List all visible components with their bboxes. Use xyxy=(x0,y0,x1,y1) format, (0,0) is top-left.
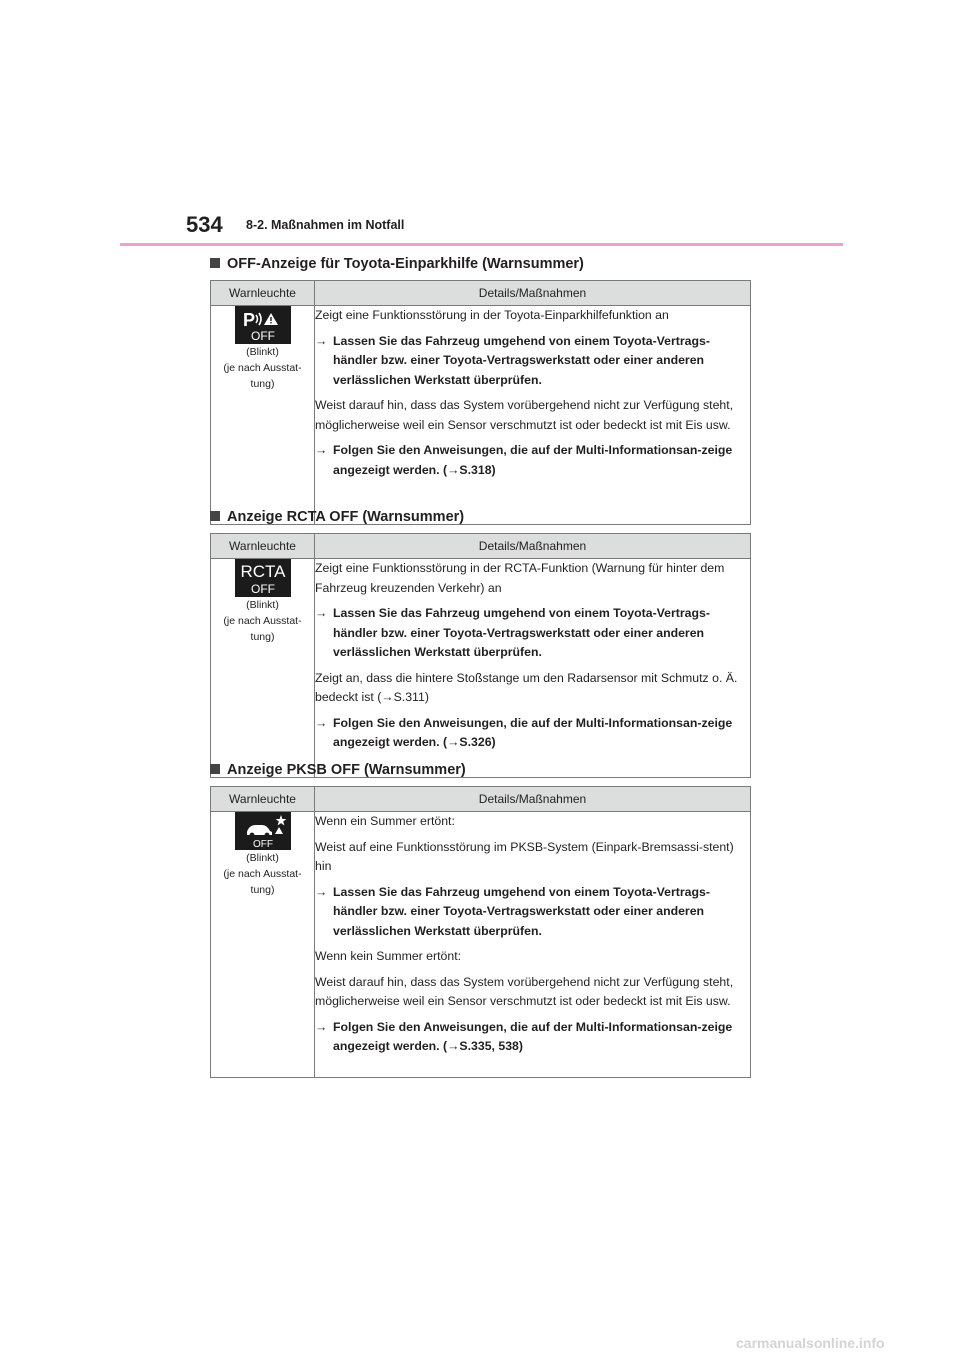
detail-text: Weist auf eine Funktionsstörung im PKSB-System (Einpark-Bremsassi-stent) hin xyxy=(315,839,734,873)
action-text: Lassen Sie das Fahrzeug umgehend von einem Toyota-Vertrags-händler bzw. einer Toyota-Vertragswerkstatt oder einer anderen verlässlichen Werkstatt überprüfen. xyxy=(333,606,710,659)
arrow-right-icon: → xyxy=(315,1019,328,1034)
action-text: Lassen Sie das Fahrzeug umgehend von einem Toyota-Vertrags-händler bzw. einer Toyota-Vertragswerkstatt oder einer anderen verlässlichen Werkstatt überprüfen. xyxy=(333,333,710,387)
blink-note: (Blinkt) xyxy=(246,852,279,864)
column-header-details: Details/Maßnahmen xyxy=(315,787,751,812)
lamp-note xyxy=(211,344,314,392)
section-title-text: Anzeige RCTA OFF (Warnsummer) xyxy=(227,509,465,525)
lamp-note xyxy=(211,597,314,645)
action-item xyxy=(315,714,750,753)
section-title-parking-assist xyxy=(210,255,584,273)
section-title-text: OFF-Anzeige für Toyota-Einparkhilfe (Warnsummer) xyxy=(227,256,584,272)
pksb-off-icon xyxy=(235,812,291,850)
lamp-cell xyxy=(211,812,315,1078)
section-title-text: Anzeige PKSB OFF (Warnsummer) xyxy=(227,762,466,778)
parking-assist-off-icon xyxy=(235,306,291,344)
page-number: 534 xyxy=(186,212,223,237)
detail-text: Weist darauf hin, dass das System vorübergehend nicht zur Verfügung steht, möglicherweise weil ein Sensor verschmutzt ist oder bedeckt ist mit Eis usw. xyxy=(315,974,734,1008)
detail-text: Zeigt eine Funktionsstörung in der Toyota-Einparkhilfefunktion an xyxy=(315,308,669,322)
warning-table-parking-assist xyxy=(210,280,751,525)
bullet-square-icon xyxy=(210,764,220,774)
bullet-square-icon xyxy=(210,511,220,521)
bullet-square-icon xyxy=(210,258,220,268)
chapter-title: 8-2. Maßnahmen im Notfall xyxy=(246,218,405,232)
arrow-right-icon: → xyxy=(315,443,328,457)
action-item xyxy=(315,441,750,480)
column-header-lamp: Warnleuchte xyxy=(211,534,315,559)
column-header-details: Details/Maßnahmen xyxy=(315,281,751,306)
detail-cell xyxy=(315,559,751,778)
action-text: Lassen Sie das Fahrzeug umgehend von einem Toyota-Vertrags-händler bzw. einer Toyota-Vertragswerkstatt oder einer anderen verlässlichen Werkstatt überprüfen. xyxy=(333,884,710,938)
lamp-rcta-label: RCTA xyxy=(239,562,286,581)
lamp-off-label: OFF xyxy=(250,329,275,343)
lamp-off-label: OFF xyxy=(250,582,275,596)
watermark: carmanualsonline.info xyxy=(736,1335,885,1351)
detail-text: Wenn kein Summer ertönt: xyxy=(315,949,462,963)
action-item xyxy=(315,604,750,663)
detail-text: Wenn ein Summer ertönt: xyxy=(315,814,455,828)
arrow-right-icon: → xyxy=(315,606,328,620)
column-header-lamp: Warnleuchte xyxy=(211,281,315,306)
detail-text: Zeigt eine Funktionsstörung in der RCTA-Funktion (Warnung für hinter dem Fahrzeug kreuzenden Verkehr) an xyxy=(315,561,725,595)
equipment-note-cont: tung) xyxy=(250,884,275,896)
equipment-note-cont: tung) xyxy=(250,631,275,643)
lamp-note xyxy=(211,850,314,898)
action-text: Folgen Sie den Anweisungen, die auf der Multi-Informationsan-zeige angezeigt werden. (→S.326) xyxy=(333,715,733,749)
equipment-note: (je nach Ausstat- xyxy=(223,362,302,374)
action-text: Folgen Sie den Anweisungen, die auf der Multi-Informationsan-zeige angezeigt werden. (→S.318) xyxy=(333,443,733,477)
header-rule xyxy=(120,243,843,246)
detail-text: Weist darauf hin, dass das System vorübergehend nicht zur Verfügung steht, möglicherweise weil ein Sensor verschmutzt ist oder bedeckt ist mit Eis usw. xyxy=(315,398,734,432)
detail-text: Zeigt an, dass die hintere Stoßstange um den Radarsensor mit Schmutz o. Ä. bedeckt ist (→S.311) xyxy=(315,670,738,704)
arrow-right-icon: → xyxy=(315,884,328,899)
column-header-details: Details/Maßnahmen xyxy=(315,534,751,559)
lamp-cell xyxy=(211,306,315,525)
rcta-off-icon xyxy=(235,559,291,597)
blink-note: (Blinkt) xyxy=(246,346,279,358)
detail-cell xyxy=(315,306,751,525)
section-title-rcta xyxy=(210,508,464,526)
svg-text:P: P xyxy=(242,310,255,330)
column-header-lamp: Warnleuchte xyxy=(211,787,315,812)
action-item xyxy=(315,332,750,391)
equipment-note: (je nach Ausstat- xyxy=(223,615,302,627)
action-item xyxy=(315,883,750,942)
blink-note: (Blinkt) xyxy=(246,599,279,611)
section-title-pksb xyxy=(210,761,466,779)
lamp-off-label: OFF xyxy=(252,839,273,850)
lamp-cell xyxy=(211,559,315,778)
detail-cell xyxy=(315,812,751,1078)
equipment-note: (je nach Ausstat- xyxy=(223,868,302,880)
action-text: Folgen Sie den Anweisungen, die auf der Multi-Informationsan-zeige angezeigt werden. (→S.335, 538) xyxy=(333,1019,733,1053)
warning-table-pksb xyxy=(210,786,751,1078)
arrow-right-icon: → xyxy=(315,715,328,730)
action-item xyxy=(315,1018,750,1057)
warning-table-rcta xyxy=(210,533,751,778)
arrow-right-icon: → xyxy=(315,333,328,348)
equipment-note-cont: tung) xyxy=(250,378,275,390)
